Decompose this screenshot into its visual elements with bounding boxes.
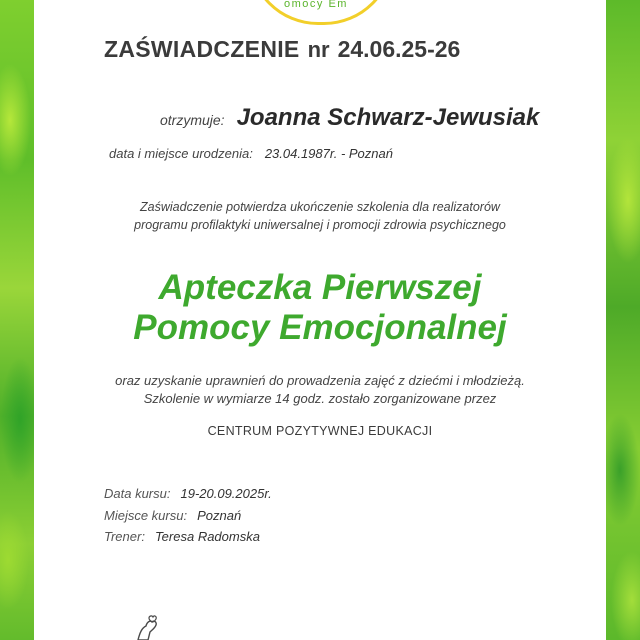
recipient-row	[160, 104, 539, 132]
confirmation-line-2: programu profilaktyki uniwersalnej i promocji zdrowia psychicznego	[134, 218, 506, 232]
title-word: ZAŚWIADCZENIE	[104, 36, 300, 62]
birth-value: 23.04.1987r. - Poznań	[264, 146, 393, 161]
course-title-line-1: Apteczka Pierwszej	[158, 268, 482, 307]
course-title-line-2: Pomocy Emocjonalnej	[133, 308, 507, 347]
confirmation-line-1: Zaświadczenie potwierdza ukończenie szkolenia dla realizatorów	[140, 200, 500, 214]
course-title	[40, 268, 600, 348]
recipient-name: Joanna Schwarz-Jewusiak	[236, 104, 540, 131]
course-place-value: Poznań	[197, 508, 242, 523]
certificate-title	[104, 36, 460, 72]
course-date-row	[104, 486, 272, 501]
trainer-value: Teresa Radomska	[154, 529, 260, 544]
confirmation-text	[40, 198, 600, 234]
organizer-name: CENTRUM POZYTYWNEJ EDUKACJI	[207, 424, 433, 438]
rights-line-2: Szkolenie w wymiarze 14 godz. zostało zorganizowane przez	[143, 391, 497, 406]
rights-line-1: oraz uzyskanie uprawnień do prowadzenia zajęć z dziećmi i młodzieżą.	[115, 373, 525, 388]
right-green-border	[606, 0, 640, 640]
trainer-label: Trener:	[104, 529, 145, 544]
course-place-label: Miejsce kursu:	[104, 508, 188, 523]
trainer-row	[104, 529, 260, 544]
left-green-border	[0, 0, 34, 640]
birth-row	[109, 146, 393, 161]
rights-text	[40, 372, 600, 408]
course-date-label: Data kursu:	[104, 486, 171, 501]
title-nr-label: nr	[307, 37, 330, 62]
course-date-value: 19-20.09.2025r.	[180, 486, 272, 501]
recipient-label: otrzymuje:	[160, 112, 225, 128]
logo-arc-text: omocy Em	[284, 0, 348, 10]
birth-label: data i miejsce urodzenia:	[109, 146, 253, 161]
hand-heart-icon	[134, 612, 164, 640]
course-place-row	[104, 508, 241, 523]
certificate-number: 24.06.25-26	[337, 36, 461, 62]
